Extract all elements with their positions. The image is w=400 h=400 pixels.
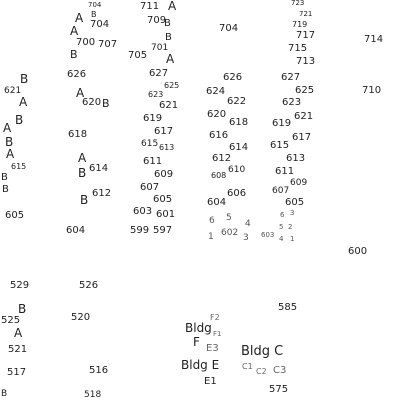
unit-label-609: 609 — [290, 178, 308, 188]
building-label-a: A — [75, 11, 84, 25]
building-label-bldg-f: Bldg — [185, 321, 212, 335]
unit-label-605: 605 — [285, 197, 305, 208]
unit-label-623: 623 — [148, 90, 164, 99]
unit-label-623: 623 — [282, 97, 302, 108]
building-label-a: A — [78, 151, 87, 165]
unit-label-614: 614 — [229, 142, 249, 153]
unit-label-713: 713 — [296, 56, 316, 67]
unit-label-701: 701 — [151, 43, 169, 53]
unit-label-711: 711 — [140, 1, 160, 12]
building-label-b: B — [91, 10, 97, 19]
unit-label-3: 3 — [243, 233, 249, 243]
building-label-b: B — [164, 18, 171, 29]
unit-label-516: 516 — [89, 365, 109, 376]
unit-label-611: 611 — [143, 156, 163, 167]
unit-label-615: 615 — [141, 139, 159, 149]
unit-label-605: 605 — [5, 210, 25, 221]
unit-label-719: 719 — [292, 20, 308, 29]
unit-label-615: 615 — [11, 162, 27, 171]
building-label-a: A — [166, 52, 175, 66]
unit-label-604: 604 — [207, 197, 227, 208]
building-label-b: B — [165, 32, 172, 43]
unit-label-627: 627 — [281, 72, 301, 83]
unit-label-710: 710 — [362, 85, 382, 96]
unit-label-520: 520 — [71, 312, 91, 323]
unit-label-f2: F2 — [210, 313, 220, 322]
unit-label-620: 620 — [82, 97, 102, 108]
unit-label-612: 612 — [92, 188, 112, 199]
building-label-bldg-c: Bldg C — [241, 344, 284, 359]
building-label-a: A — [168, 0, 177, 13]
unit-label-723: 723 — [291, 0, 305, 7]
unit-label-721: 721 — [299, 10, 313, 18]
unit-label-601: 601 — [156, 209, 176, 220]
unit-label-700: 700 — [76, 37, 96, 48]
unit-label-609: 609 — [154, 169, 174, 180]
building-label-b-hidden: B — [2, 184, 9, 195]
unit-label-5: 5 — [226, 213, 232, 223]
building-label-b: B — [70, 48, 78, 61]
unit-label-715: 715 — [288, 43, 308, 54]
unit-label-1: 1 — [208, 232, 214, 242]
unit-label-529: 529 — [10, 280, 30, 291]
unit-label-607: 607 — [140, 182, 160, 193]
unit-label-607: 607 — [272, 186, 290, 196]
unit-label-618: 618 — [68, 129, 88, 140]
building-label-a: A — [3, 121, 12, 135]
unit-label-618: 618 — [229, 117, 249, 128]
unit-label-5: 5 — [279, 223, 284, 231]
building-label-a: A — [6, 147, 15, 161]
unit-label-624: 624 — [206, 86, 226, 97]
unit-label-614: 614 — [89, 163, 109, 174]
unit-label-709: 709 — [147, 15, 167, 26]
unit-label-525: 525 — [1, 315, 21, 326]
unit-label-2: 2 — [288, 223, 293, 231]
unit-label-518: 518 — [84, 390, 102, 400]
building-label-b: B — [15, 113, 24, 127]
unit-label-617: 617 — [154, 126, 174, 137]
building-label-b: B — [20, 72, 29, 86]
unit-label-575: 575 — [269, 384, 289, 395]
building-label-a: A — [70, 24, 79, 38]
unit-label-4: 4 — [245, 219, 251, 229]
building-label-f: F — [193, 335, 200, 349]
unit-label-717: 717 — [296, 30, 316, 41]
unit-label-606: 606 — [227, 188, 247, 199]
unit-label-705: 705 — [128, 50, 148, 61]
building-label-a: A — [76, 86, 85, 100]
unit-label-c2: C2 — [256, 367, 267, 376]
unit-label-1: 1 — [290, 235, 295, 243]
unit-label-517: 517 — [7, 367, 27, 378]
unit-label-621: 621 — [294, 111, 314, 122]
unit-label-617: 617 — [292, 132, 312, 143]
unit-label-608: 608 — [211, 171, 227, 180]
unit-label-714: 714 — [364, 34, 384, 45]
unit-label-e1: E1 — [204, 376, 217, 387]
unit-label-615: 615 — [270, 140, 290, 151]
unit-label-e3: E3 — [206, 343, 219, 354]
building-label-b: B — [80, 193, 89, 207]
unit-label-611: 611 — [275, 166, 295, 177]
unit-label-585: 585 — [278, 302, 298, 313]
unit-label-603: 603 — [133, 206, 153, 217]
building-label-bldg-e: Bldg E — [181, 358, 220, 372]
building-label-b: B — [1, 172, 8, 183]
unit-label-625: 625 — [295, 85, 315, 96]
unit-label-6: 6 — [209, 216, 215, 226]
unit-label-f1: F1 — [213, 330, 222, 338]
unit-label-619: 619 — [272, 118, 292, 129]
building-label-a: A — [14, 326, 23, 340]
building-label-b: B — [78, 166, 87, 180]
unit-label-621: 621 — [159, 100, 179, 111]
building-label-b: B — [5, 135, 14, 149]
unit-label-602: 602 — [221, 228, 239, 238]
unit-label-521: 521 — [8, 344, 28, 355]
unit-label-526: 526 — [79, 280, 99, 291]
unit-label-613: 613 — [159, 143, 175, 152]
unit-label-605: 605 — [153, 194, 173, 205]
unit-label-612: 612 — [212, 153, 232, 164]
unit-label-603: 603 — [261, 231, 275, 239]
building-label-b: B — [1, 389, 8, 399]
unit-label-4: 4 — [279, 235, 284, 243]
building-label-a: A — [19, 95, 28, 109]
unit-label-627: 627 — [149, 68, 169, 79]
unit-label-600: 600 — [348, 246, 368, 257]
building-label-b: B — [102, 97, 110, 110]
unit-label-707: 707 — [98, 39, 118, 50]
unit-label-704: 704 — [90, 19, 110, 30]
unit-label-704: 704 — [219, 23, 239, 34]
unit-label-610: 610 — [228, 165, 246, 175]
unit-label-625: 625 — [164, 81, 180, 90]
unit-label-622: 622 — [227, 96, 247, 107]
unit-label-c3: C3 — [273, 365, 287, 376]
unit-label-626: 626 — [67, 69, 87, 80]
unit-label-604: 604 — [66, 225, 86, 236]
unit-label-619: 619 — [143, 113, 163, 124]
unit-label-6: 6 — [280, 211, 285, 219]
unit-label-621: 621 — [4, 86, 22, 96]
unit-label-620: 620 — [207, 109, 227, 120]
building-label-b: B — [18, 302, 27, 316]
unit-label-597: 597 — [153, 225, 173, 236]
unit-label-3: 3 — [290, 209, 295, 217]
unit-label-626: 626 — [223, 72, 243, 83]
unit-label-704-small: 704 — [88, 1, 102, 9]
unit-label-c1: C1 — [242, 362, 253, 371]
unit-label-599: 599 — [130, 225, 150, 236]
unit-label-616: 616 — [209, 130, 229, 141]
unit-label-613: 613 — [286, 153, 306, 164]
